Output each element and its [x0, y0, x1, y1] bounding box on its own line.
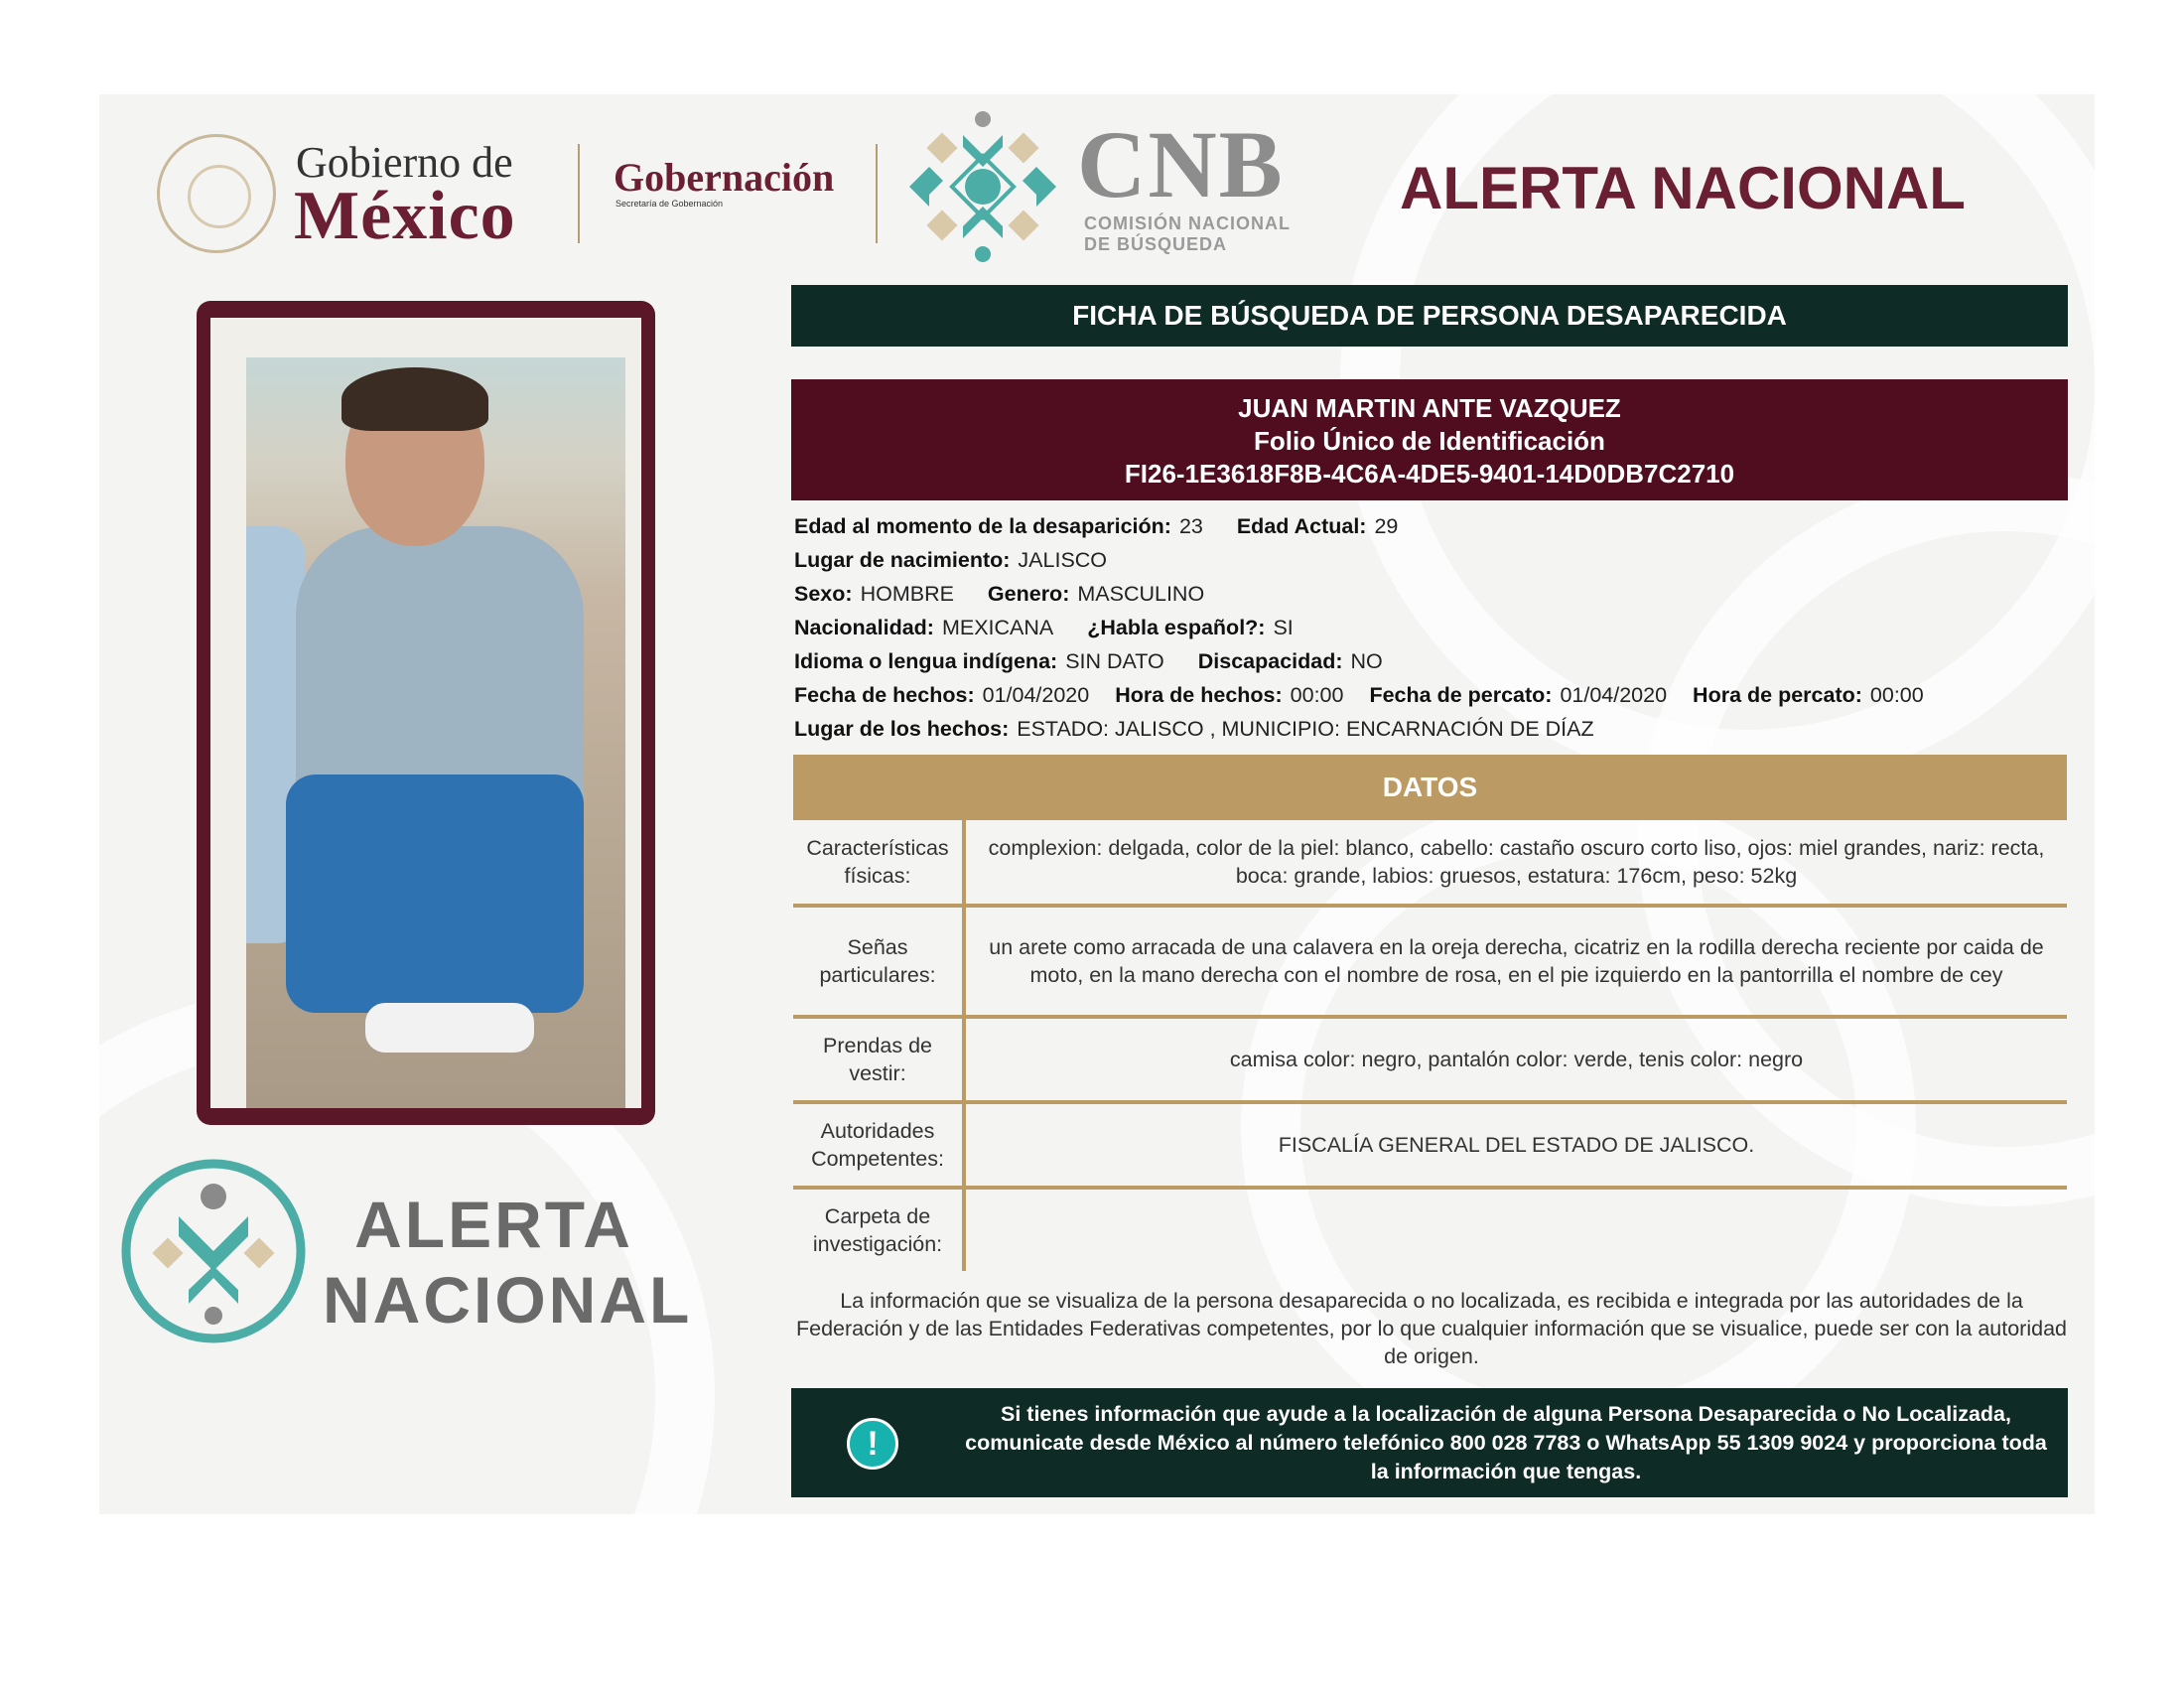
alerta-logo-line2: NACIONAL [323, 1263, 693, 1336]
discapacidad-value: NO [1350, 649, 1383, 673]
table-row [793, 1019, 2067, 1104]
fecha-hechos-label: Fecha de hechos: [794, 683, 975, 707]
cnb-emblem-icon [903, 107, 1062, 266]
hora-hechos-value: 00:00 [1290, 683, 1344, 707]
info-line-sexo [794, 582, 1232, 607]
row-label: Características físicas: [793, 820, 966, 904]
nacionalidad-value: MEXICANA [941, 616, 1054, 639]
genero-label: Genero: [987, 582, 1070, 606]
exclamation-icon: ! [847, 1418, 898, 1470]
row-value: complexion: delgada, color de la piel: blanco, cabello: castaño oscuro corto liso, ojos: miel grandes, nariz: recta, boca: grande, labios: gruesos, estatura: 176cm, peso: 52kg [988, 836, 2045, 888]
hora-hechos-label: Hora de hechos: [1115, 683, 1283, 707]
datos-header: DATOS [793, 755, 2067, 820]
row-value: FISCALÍA GENERAL DEL ESTADO DE JALISCO. [1278, 1133, 1755, 1157]
hora-percato-value: 00:00 [1869, 683, 1924, 707]
edad-actual-value: 29 [1374, 514, 1399, 538]
alerta-nacional-logo-text [323, 1187, 693, 1337]
divider [876, 144, 878, 243]
genero-value: MASCULINO [1077, 582, 1205, 606]
row-label: Carpeta de investigación: [793, 1190, 966, 1271]
person-name: JUAN MARTIN ANTE VAZQUEZ [1238, 393, 1621, 423]
contact-bar [791, 1388, 2068, 1497]
gobierno-line2: México [294, 178, 516, 254]
info-line-edad [794, 514, 1426, 539]
cnb-logo-text: CNB [1077, 111, 1285, 217]
fecha-hechos-value: 01/04/2020 [982, 683, 1090, 707]
row-value: camisa color: negro, pantalón color: verde, tenis color: negro [1229, 1048, 1804, 1071]
discapacidad-label: Discapacidad: [1197, 649, 1343, 673]
hora-percato-label: Hora de percato: [1693, 683, 1862, 707]
folio-value: FI26-1E3618F8B-4C6A-4DE5-9401-14D0DB7C2710 [1124, 459, 1735, 489]
alerta-logo-line1: ALERTA [354, 1188, 633, 1261]
person-name-box [791, 379, 2068, 500]
disclaimer-text: La información que se visualiza de la persona desaparecida o no localizada, es recibida e integrada por las autoridades de la Federación y de las Entidades Federativas competentes, por lo que cualquier información que se visualice, puede ser con la autoridad de origen. [795, 1289, 2067, 1368]
idioma-label: Idioma o lengua indígena: [794, 649, 1058, 673]
row-label: Señas particulares: [793, 908, 966, 1015]
fecha-percato-label: Fecha de percato: [1369, 683, 1553, 707]
sexo-value: HOMBRE [860, 582, 954, 606]
nacionalidad-label: Nacionalidad: [794, 616, 934, 639]
mexico-seal-icon [157, 134, 276, 253]
espanol-label: ¿Habla español?: [1087, 616, 1266, 639]
info-line-nacionalidad [794, 616, 1321, 640]
cnb-subtitle [1084, 213, 1291, 255]
info-line-lugar-nac [794, 548, 1135, 573]
info-line-lugar-hechos [794, 717, 1622, 742]
lugar-nac-label: Lugar de nacimiento: [794, 548, 1011, 572]
divider [578, 144, 580, 243]
cnb-subtitle-line1: COMISIÓN NACIONAL [1084, 213, 1291, 233]
gobernacion-logo-text: Gobernación [614, 155, 835, 200]
espanol-value: SI [1273, 616, 1294, 639]
cnb-subtitle-line2: DE BÚSQUEDA [1084, 234, 1228, 254]
table-row [793, 1190, 2067, 1271]
row-label: Prendas de vestir: [793, 1019, 966, 1100]
contact-text: Si tienes información que ayude a la localización de alguna Persona Desaparecida o No Localizada, comunicate desde México al número telefónico 800 028 7783 o WhatsApp 55 1309 9024 y proporciona toda la información que tengas. [965, 1402, 2047, 1483]
photo-image [246, 357, 625, 1108]
photo-jeans [286, 774, 584, 1013]
photo-shoe [365, 1003, 534, 1053]
fecha-percato-value: 01/04/2020 [1560, 683, 1668, 707]
person-photo [210, 318, 641, 1108]
ficha-title-bar: FICHA DE BÚSQUEDA DE PERSONA DESAPARECIDA [791, 285, 2068, 347]
info-line-idioma [794, 649, 1411, 674]
photo-hair [341, 367, 488, 431]
idioma-value: SIN DATO [1065, 649, 1164, 673]
edad-actual-label: Edad Actual: [1236, 514, 1367, 538]
lugar-hechos-value: ESTADO: JALISCO , MUNICIPIO: ENCARNACIÓN DE DÍAZ [1017, 717, 1594, 741]
folio-label: Folio Único de Identificación [1254, 426, 1605, 456]
edad-desap-value: 23 [1178, 514, 1203, 538]
row-value [966, 1190, 2067, 1271]
info-line-fechas [794, 683, 1924, 708]
gobernacion-subtitle: Secretaría de Gobernación [615, 199, 724, 209]
table-row [793, 908, 2067, 1019]
row-label: Autoridades Competentes: [793, 1104, 966, 1186]
alerta-nacional-title: ALERTA NACIONAL [1400, 155, 1966, 221]
alerta-nacional-emblem-icon [119, 1157, 308, 1345]
table-row [793, 820, 2067, 908]
gobierno-line1: Gobierno de [296, 138, 513, 187]
edad-desap-label: Edad al momento de la desaparición: [794, 514, 1171, 538]
lugar-hechos-label: Lugar de los hechos: [794, 717, 1010, 741]
sexo-label: Sexo: [794, 582, 853, 606]
lugar-nac-value: JALISCO [1018, 548, 1108, 572]
table-row [793, 1104, 2067, 1190]
row-value: un arete como arracada de una calavera en la oreja derecha, cicatriz en la rodilla derecha reciente por caida de moto, en la mano derecha con el nombre de rosa, en el pie izquierdo en la pantorrilla el nombre de cey [989, 935, 2044, 987]
